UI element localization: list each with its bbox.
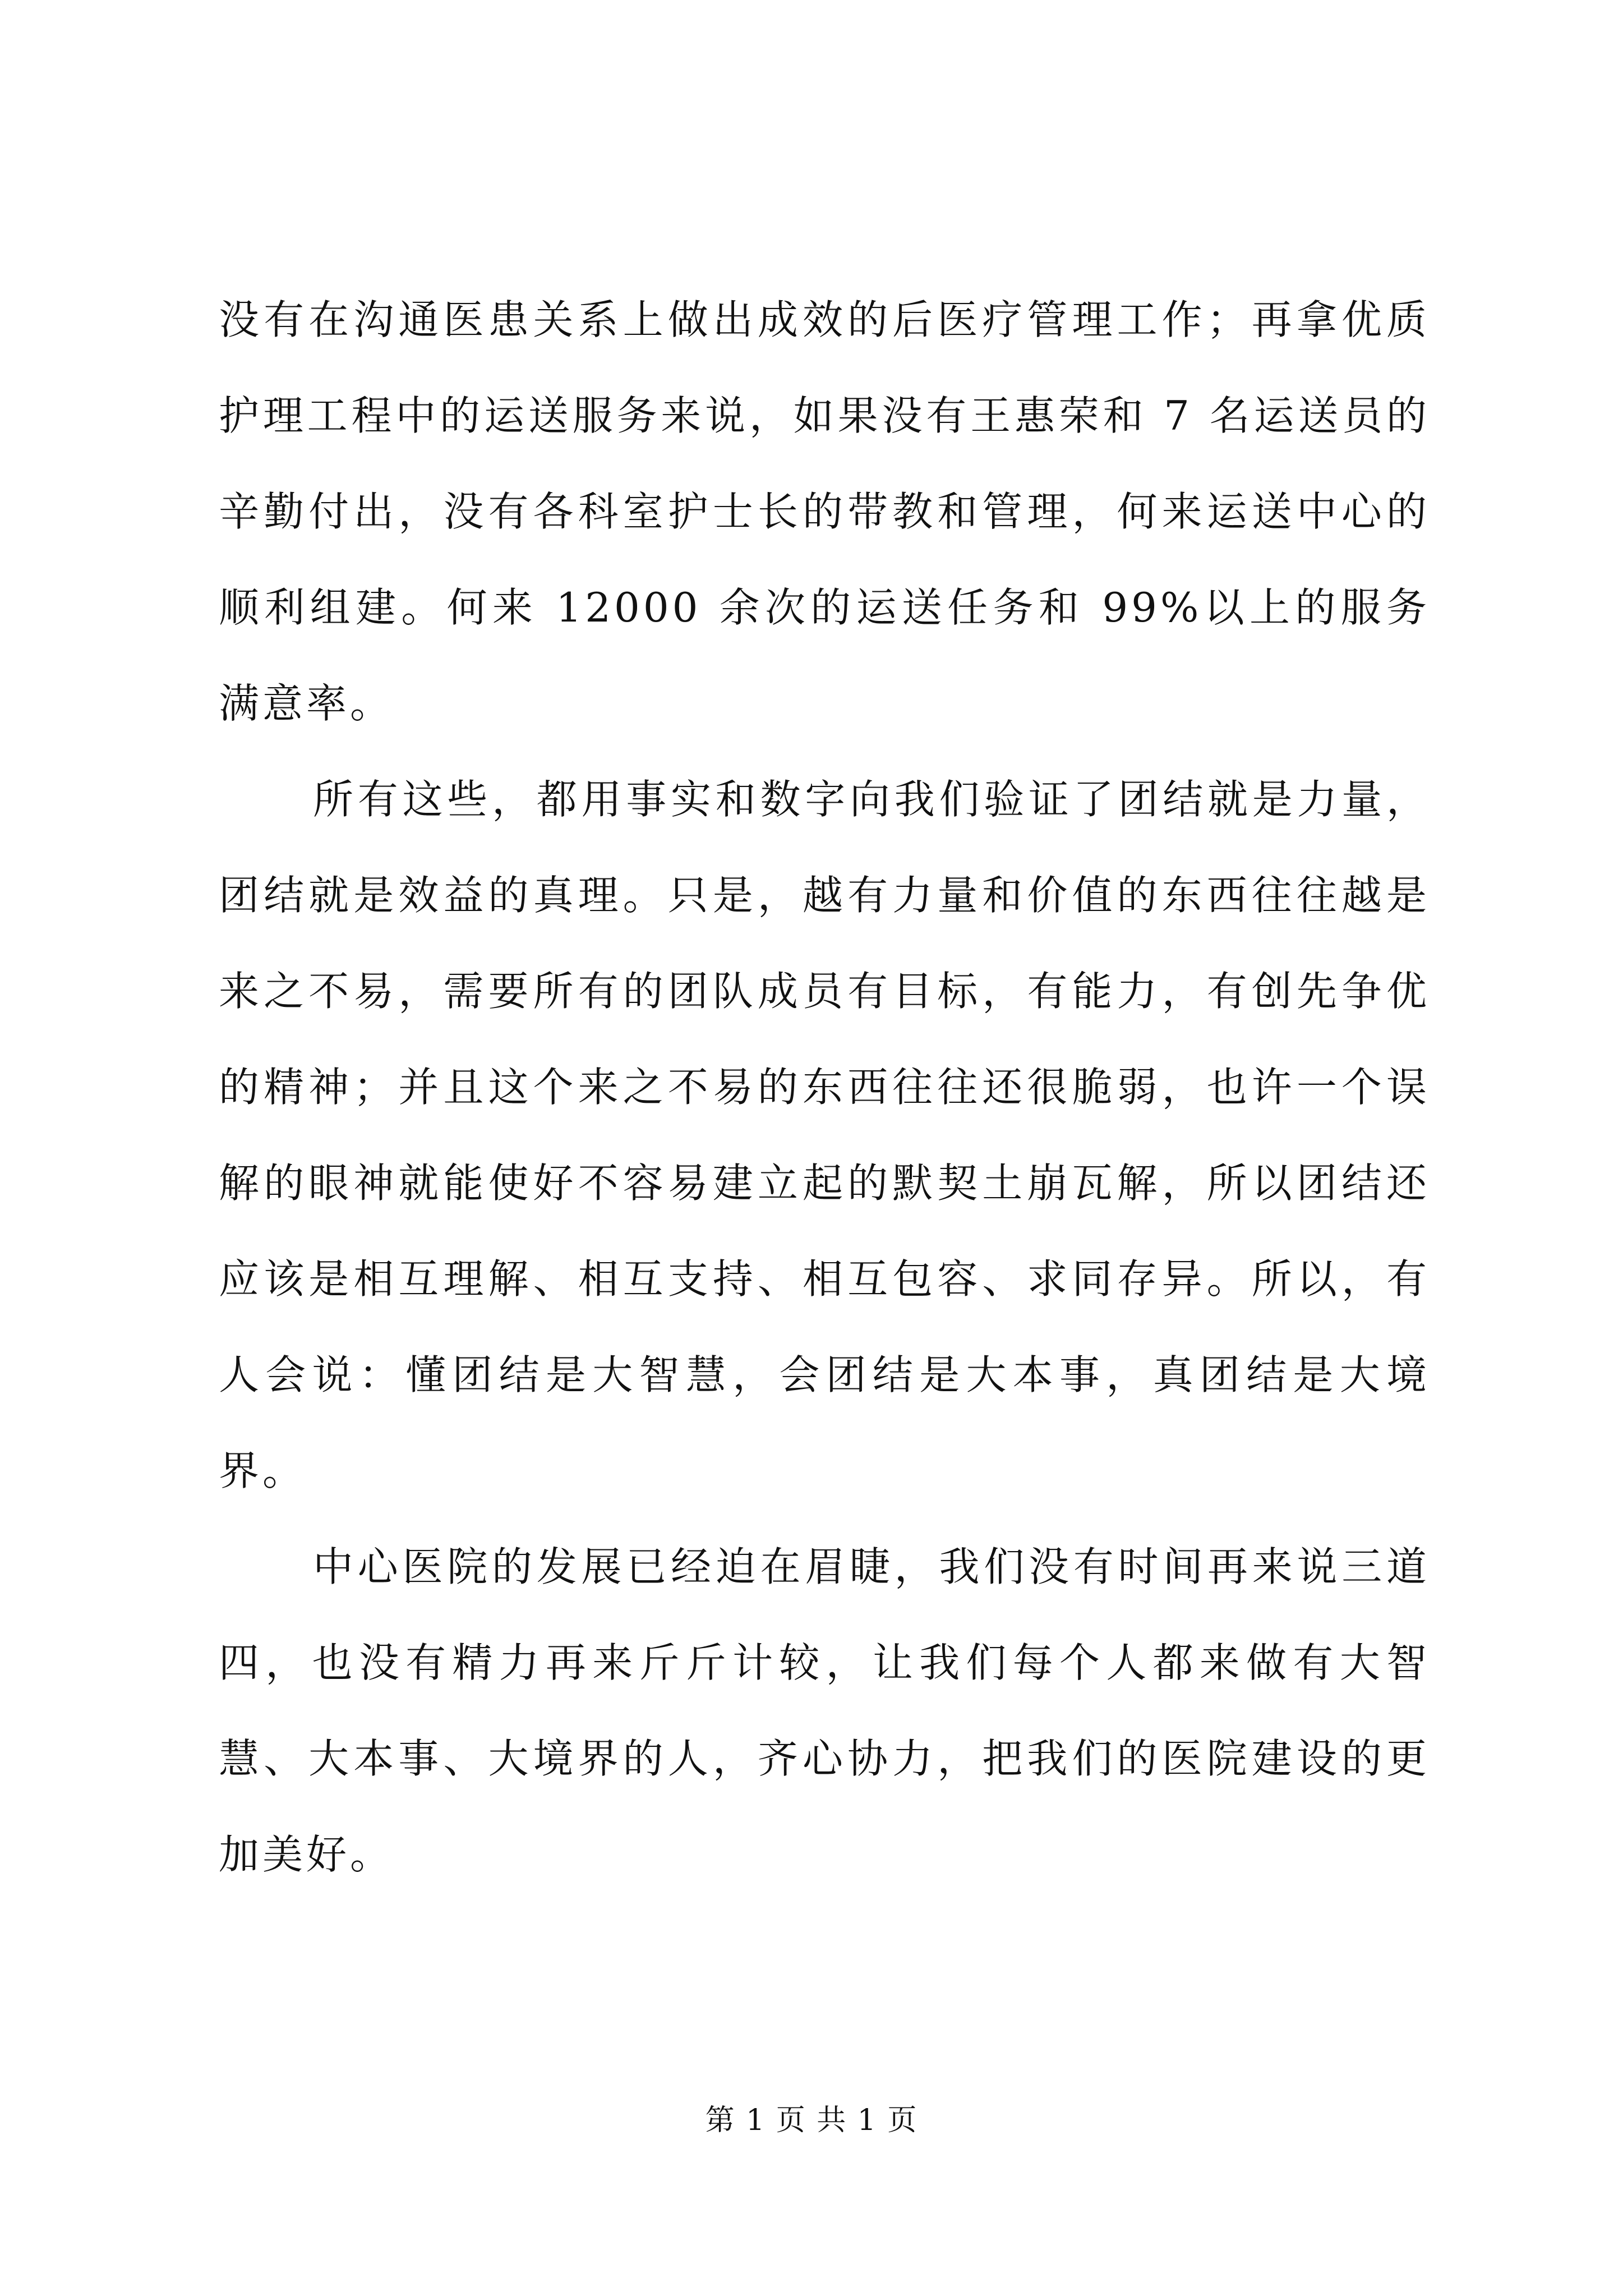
paragraph-1: 没有在沟通医患关系上做出成效的后医疗管理工作；再拿优质护理工程中的运送服务来说，如果没有王惠荣和 7 名运送员的辛勤付出，没有各科室护士长的带教和管理，何来运送中心的顺利组建。何来 12000 余次的运送任务和 99%以上的服务满意率。 [219,296,1430,727]
page-footer: 第 1 页 共 1 页 [705,2104,918,2137]
paragraph-2: 所有这些，都用事实和数字向我们验证了团结就是力量，团结就是效益的真理。只是，越有力量和价值的东西往往越是来之不易，需要所有的团队成员有目标，有能力，有创先争优的精神；并且这个来之不易的东西往往还很脆弱，也许一个误解的眼神就能使好不容易建立起的默契土崩瓦解，所以团结还应该是相互理解、相互支持、相互包容、求同存异。所以，有人会说：懂团结是大智慧，会团结是大本事，真团结是大境界。 [219,776,1430,1494]
paragraph-3: 中心医院的发展已经迫在眉睫，我们没有时间再来说三道四，也没有精力再来斤斤计较，让我们每个人都来做有大智慧、大本事、大境界的人，齐心协力，把我们的医院建设的更加美好。 [219,1543,1430,1878]
document-body [219,272,1430,1903]
